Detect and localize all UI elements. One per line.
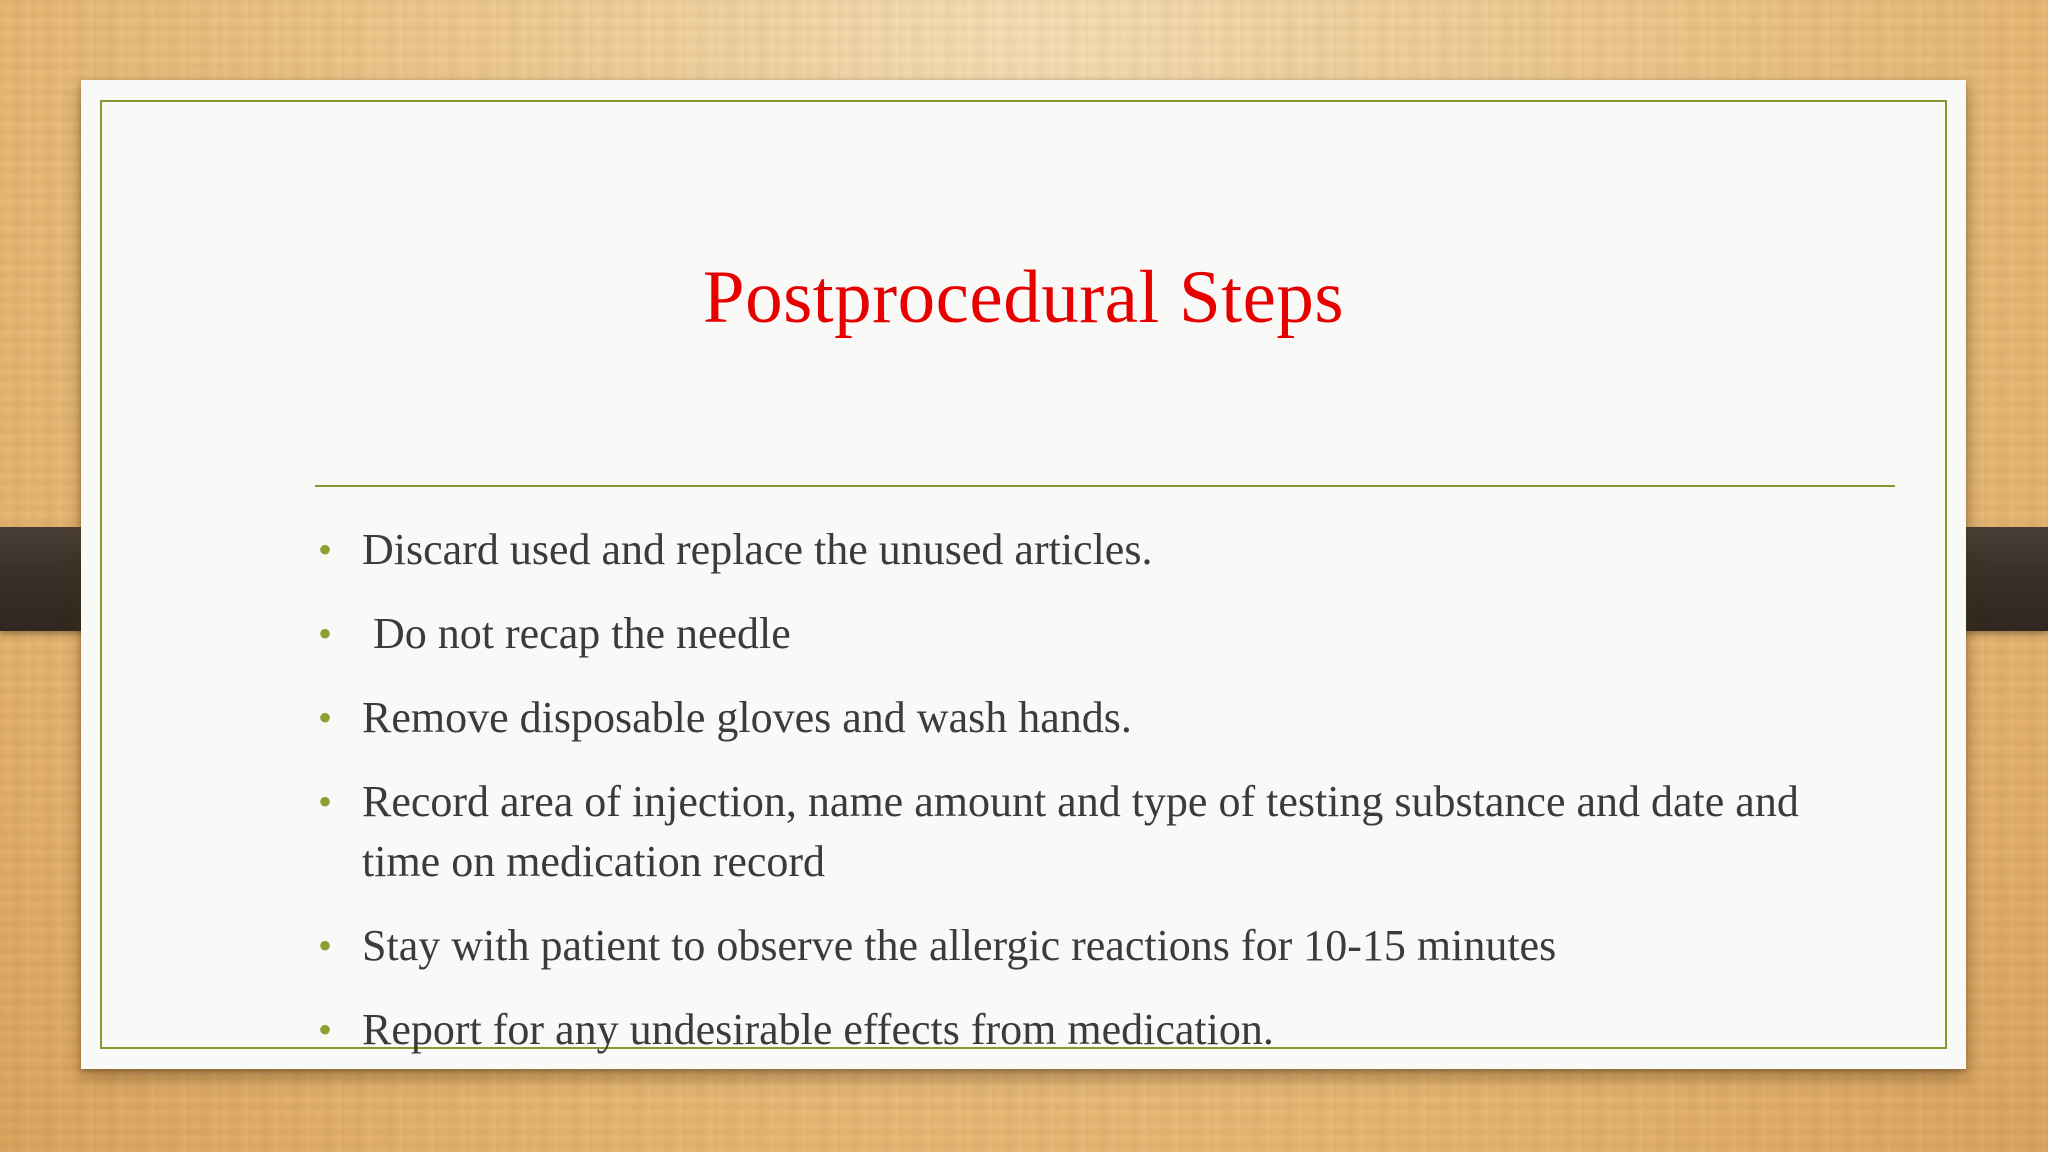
slide-title: Postprocedural Steps	[702, 256, 1345, 339]
bullet-text: Do not recap the needle	[362, 609, 791, 658]
bullet-item	[316, 772, 1876, 892]
bullet-item	[316, 1000, 1876, 1060]
bullet-dot-icon: •	[318, 695, 333, 740]
bullet-dot-icon: •	[318, 527, 333, 572]
bullet-text: Discard used and replace the unused articles.	[362, 525, 1153, 574]
bullet-item	[316, 520, 1876, 580]
bullet-dot-icon: •	[318, 779, 333, 824]
title-divider	[315, 485, 1895, 487]
bullet-list	[316, 520, 1876, 1084]
bullet-dot-icon: •	[318, 611, 333, 656]
bullet-text: Stay with patient to observe the allergic reactions for 10-15 minutes	[362, 921, 1557, 970]
bullet-dot-icon: •	[318, 923, 333, 968]
bullet-text: Report for any undesirable effects from medication.	[362, 1005, 1274, 1054]
bullet-text: Record area of injection, name amount and type of testing substance and date and time on medication record	[362, 777, 1799, 886]
bullet-item	[316, 916, 1876, 976]
bullet-item	[316, 604, 1876, 664]
bullet-dot-icon: •	[318, 1007, 333, 1052]
slide-card	[81, 80, 1966, 1069]
bullet-text: Remove disposable gloves and wash hands.	[362, 693, 1132, 742]
bullet-item	[316, 688, 1876, 748]
